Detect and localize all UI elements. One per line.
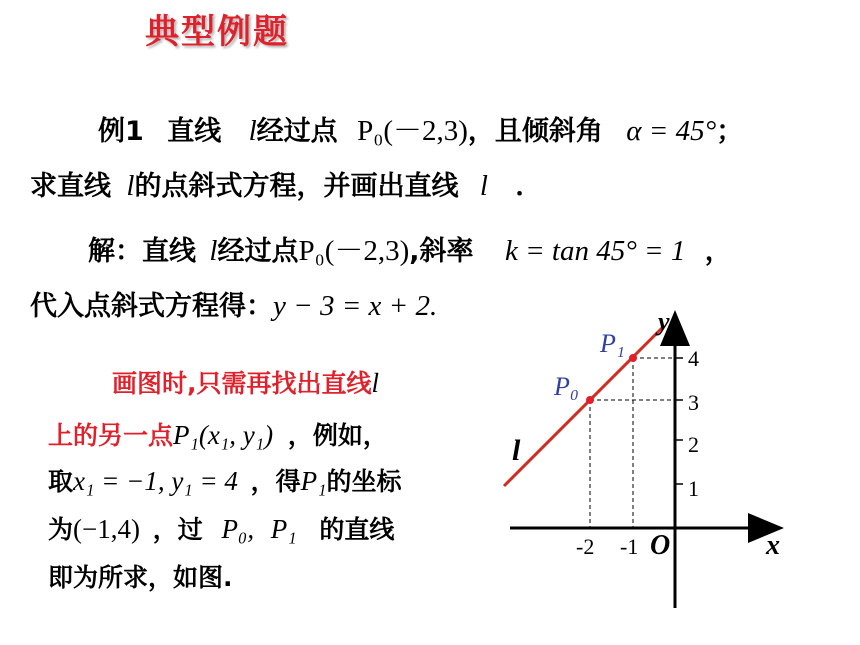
point-p0: P₀(－2,3) — [298, 235, 410, 267]
note-line-2 — [48, 416, 388, 452]
note-line-3 — [48, 462, 402, 498]
y-tick-label: 3 — [688, 390, 699, 415]
solution-line-1 — [88, 228, 732, 269]
point-p0: P₀, — [221, 514, 255, 544]
solution-text: 代入点斜式方程得： — [30, 291, 273, 322]
equation: y − 3 = x + 2. — [273, 290, 438, 322]
note-text: 上的另一点 — [48, 421, 174, 450]
p0-label: P₀ — [554, 372, 579, 401]
note-text: 的坐标 — [326, 467, 402, 496]
p1-coordinates: x₁ = −1, y₁ = 4 — [73, 466, 238, 496]
note-text: ，过 — [152, 515, 203, 544]
note-text: ，例如， — [287, 421, 388, 450]
note-text: 取 — [48, 467, 74, 496]
note-text: 画图时,只需再找出直线 — [112, 369, 372, 398]
y-axis-label: y — [658, 307, 670, 336]
solution-text: 经过点 — [217, 236, 299, 267]
example-text: ； — [716, 116, 744, 147]
point-p1: P₁ — [270, 514, 297, 544]
solution-text: ,斜率 — [409, 236, 474, 267]
note-line-1 — [112, 364, 379, 400]
p1-coordinates: (−1,4) — [73, 514, 140, 544]
example-text: 的点斜式方程，并画出直线 — [134, 171, 459, 202]
example-text: 经过点 — [256, 116, 338, 147]
point-p0: P₀(－2,3) — [357, 115, 468, 147]
example-line-1 — [98, 108, 743, 149]
page-title: 典型例题 — [145, 12, 289, 52]
line-symbol: l — [479, 170, 488, 202]
y-tick-label: 4 — [688, 346, 699, 371]
example-line-2 — [30, 164, 542, 203]
angle-value: α = 45° — [626, 115, 717, 147]
point-p1: P₁ — [300, 466, 327, 496]
line-symbol: l — [371, 368, 380, 398]
note-text: 即为所求，如图. — [48, 563, 233, 592]
point-p1: P₁(x₁, y₁) — [173, 420, 274, 450]
example-text: ，且倾斜角 — [467, 116, 603, 147]
note-line-5 — [48, 558, 233, 594]
line-symbol: l — [126, 170, 135, 202]
example-text: ． — [515, 171, 543, 202]
line-symbol: l — [248, 115, 257, 147]
guide-lines — [590, 358, 675, 528]
line-l — [504, 328, 662, 486]
x-tick-label: -2 — [576, 534, 595, 559]
example-text: 求直线 — [30, 171, 111, 202]
y-tick-label: 1 — [688, 476, 699, 501]
solution-line-2 — [30, 284, 437, 323]
example-label: 例1 — [98, 116, 144, 147]
solution-text: ， — [704, 236, 732, 267]
coordinate-graph — [490, 300, 790, 620]
origin-label: O — [650, 530, 671, 561]
note-text: 的直线 — [319, 515, 395, 544]
example-text: 直线 — [167, 116, 222, 147]
note-text: ，得 — [250, 467, 301, 496]
solution-text: 解：直线 — [88, 236, 196, 267]
slope-value: k = tan 45° = 1 — [504, 235, 686, 267]
line-l-label: l — [512, 434, 521, 467]
note-line-4 — [48, 510, 394, 546]
x-axis-label: x — [766, 530, 780, 561]
note-text: 为 — [48, 515, 74, 544]
point-p0-marker — [586, 396, 594, 404]
line-symbol: l — [209, 235, 218, 267]
point-p1-marker — [629, 354, 637, 362]
p1-label: P₁ — [600, 329, 625, 358]
x-tick-label: -1 — [620, 534, 639, 559]
y-tick-label: 2 — [688, 432, 699, 457]
